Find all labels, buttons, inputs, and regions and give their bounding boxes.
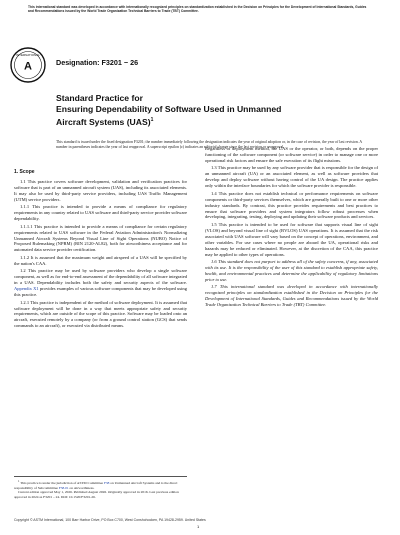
paragraph: 1.4 This practice does not establish technical or performance requirements on software components or third-party services themselves, which are generally built to one or more other industry standards. By contrast, this practice provides requirements and best practices to ensure that software providers and system integrators follow robust processes when developing, integrating, testing, deploying and updating their software products and services.	[205, 190, 378, 220]
footnotes	[14, 476, 187, 500]
designation: Designation: F3201 − 26	[56, 58, 139, 67]
page-number: 1	[197, 524, 200, 529]
paragraph: 1.3 This practice may be used by any software provider that is responsible for the design of an unmanned aircraft (UA) or an associated element, as well as software providers that develop and deploy software without having control of the UA design. The practice applies only within the interface boundaries for which the software provider is responsible.	[205, 165, 378, 189]
paragraph: 1.1.1.1 This practice is intended to provide a means of compliance for certain regulatory requirements related to UAS software in the Federal Aviation Administration's Normalizing Unmanned Aircraft Systems Beyond Visual Line of Sight Operations (NUBO) Notice of Proposed Rulemaking (NPRM) (RIN 2120-AL82), both for airworthiness acceptance and for automated data service provider certification.	[14, 223, 187, 253]
wto-paragraph: 1.7 This international standard was developed in accordance with internationally recognized principles on standardization established in the Decision on Principles for the Development of International Standards, Guides and Recommendations issued by the World Trade Organization Technical Barriers to Trade (TBT) Committee.	[205, 284, 378, 308]
astm-logo	[10, 47, 46, 83]
paragraph: Regardless of deployment method, the UAS or the operator, or both, depends on the proper functioning of the software component (or software service) in order to manage one or more operational risk factors and ensure the safe execution of its flight missions.	[205, 146, 378, 163]
section-heading-scope: 1. Scope	[14, 169, 35, 175]
footnote-1: $^1$ This practice is under the jurisdiction of ASTM Committee F38 on Unmanned Aircraft Systems and is the direct responsibility of Subcommittee F38.01 on Airworthiness.	[14, 479, 178, 490]
appendix-link[interactable]: Appendix X1	[14, 286, 39, 292]
title-line-2: Ensuring Dependability of Software Used in Unmanned	[56, 104, 282, 114]
paragraph: 1.2 This practice may be used by software providers who develop a single software component, as well as for end-to-end assessment of the dependability of all software integrated in a UAS. Dependability includes both the safety and security aspects of the software. Appendix X1 provides examples of various software components that may be developed using this practice.	[14, 268, 187, 298]
paragraph: 1.1.2 It is assumed that the maximum weight and airspeed of a UAS will be specified by the nation's CAA.	[14, 254, 187, 266]
logo-text: INTERNATIONAL	[16, 53, 40, 58]
safety-paragraph: 1.6 This standard does not purport to address all of the safety concerns, if any, associated with its use. It is the responsibility of the user of this standard to establish appropriate safety, health, and environmental practices and determine the applicability of regulatory limitations prior to use.	[205, 259, 378, 283]
paragraph: 1.2.1 This practice is independent of the method of software deployment. It is assumed that software deployment will be done in a way that meets appropriate safety and security requirements, which are outside of the scope of this practice. Software may be loaded onto an aircraft, executed remotely by a company (or from a ground control station (GCS) that sends commands to an aircraft), or executed via distributed means.	[14, 299, 187, 329]
paragraph: 1.1.1 This practice is intended to provide a means of compliance for regulatory requirements in any country related to UAS software and third-party service provider software dependability.	[14, 204, 187, 222]
document-title	[56, 93, 356, 128]
wto-notice: This international standard was developed in accordance with internationally recognized principles on standardization established in the Decision on Principles for the Development of International Standards, Guides and Recommendations issued by the World Trade Organization Technical Barriers to Trade (TBT) Committee.	[28, 5, 367, 14]
committee-link[interactable]: F38	[103, 481, 110, 486]
title-line-3: Aircraft Systems (UAS)$^1$	[56, 116, 154, 127]
title-line-1: Standard Practice for	[56, 93, 143, 103]
subcommittee-link[interactable]: F38.01	[58, 485, 69, 490]
svg-text:A: A	[24, 60, 32, 73]
right-column	[205, 146, 378, 310]
title-footnote-ref[interactable]: 1	[150, 117, 154, 123]
paragraph: 1.1 This practice covers software development, validation and verification practices for software that is part of an unmanned aircraft system (UAS), including its associated elements. It may also be used by third-party service providers, including UAS Traffic Management (UTM) service providers.	[14, 178, 187, 202]
paragraph: 1.5 This practice is intended to be used for software that supports visual line of sight (VLOS) and beyond visual line of sight (BVLOS) UAS operations. It is assumed that the risk associated with UAS software will vary based on the concept of operations, environment, and other variables. For use cases where no people are aboard the UA, operational risks and hazards may be reduced or eliminated. However, at the discretion of the CAA, this practice may be applied to other types of operations.	[205, 221, 378, 257]
copyright-footer: Copyright © ASTM International, 100 Barr Harbor Drive, PO Box C700, West Conshohocken, PA 19428-2959. United States	[14, 518, 206, 522]
footnote-2: Current edition approved May 1, 2026. Published August 2026. Originally approved in 2016. Last previous edition approved in 2024 as F3201 – 24. DOI: 10.1520/F3201-26.	[14, 490, 179, 499]
issued-note: This standard is issued under the fixed designation F3201; the number immediately following the designation indicates the year of original adoption or, in the case of revision, the year of last revision. A number in parentheses indicates the year of last reapproval. A superscript epsilon (ε) indicates an editorial change since the last revision or reapproval.	[56, 140, 362, 149]
left-column	[14, 170, 187, 331]
